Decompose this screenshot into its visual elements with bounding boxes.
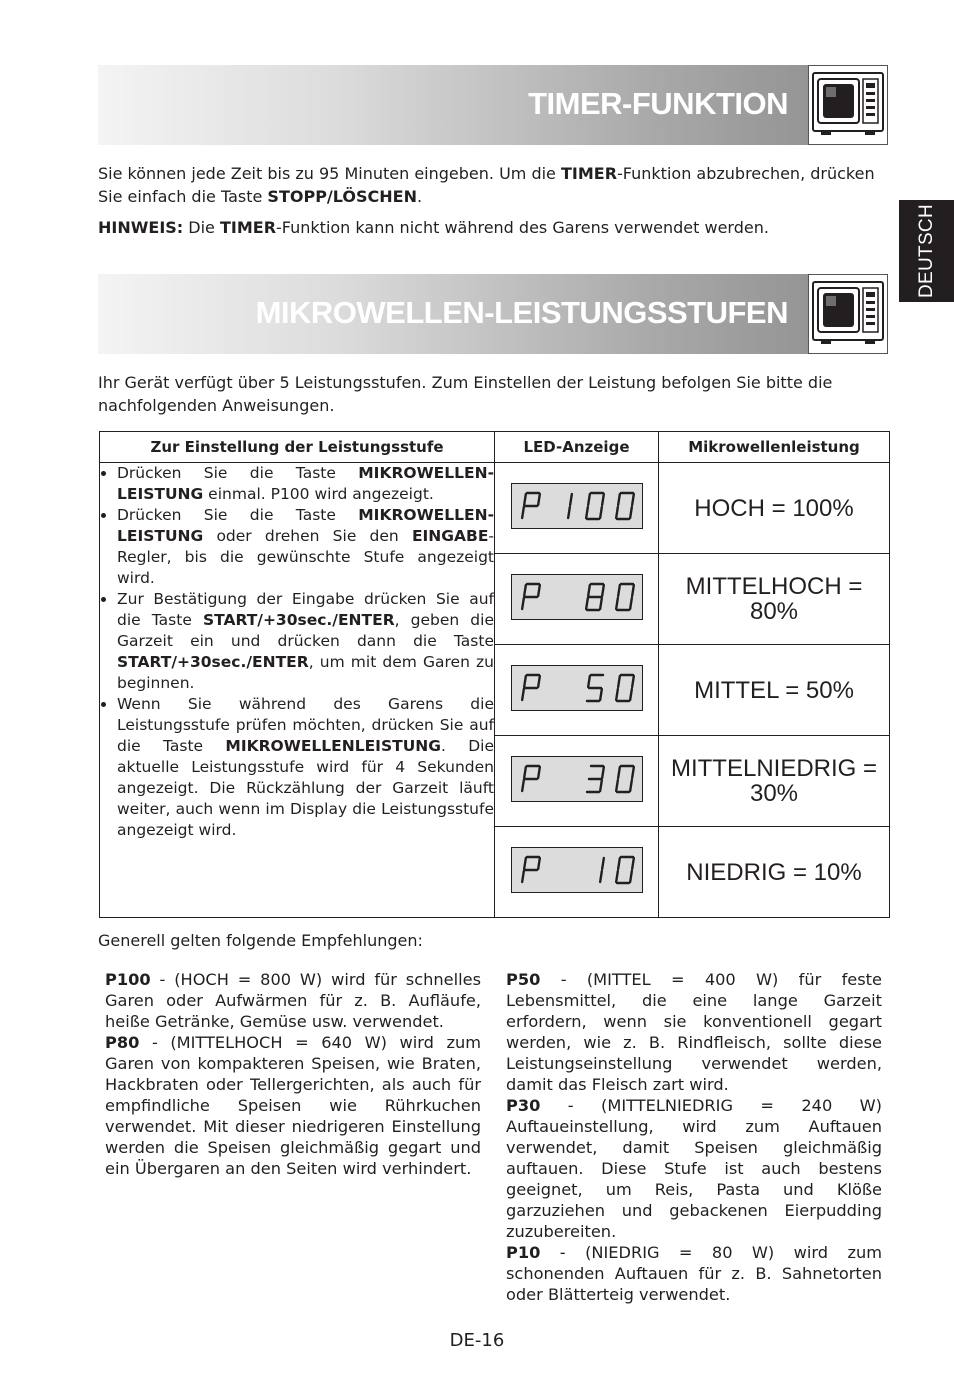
- led-cell: [495, 463, 659, 554]
- led-segment: [588, 676, 590, 687]
- led-segment: [630, 689, 632, 700]
- led-segment: [588, 585, 590, 596]
- led-segment: [522, 871, 524, 882]
- list-item: • Wenn Sie während des Garens die Leistungsstufe prüfen möchten, drücken Sie auf die Taste MIKROWELLENLEISTUNG. Die aktuelle Leistungsstufe wird für 4 Sekunden angezeigt. Die Rückzählung der Garzeit läuft weiter, auch wenn im Display die Leistungsstufe angezeigt wird.: [117, 694, 494, 841]
- timer-title: TIMER-FUNKTION: [528, 86, 788, 121]
- led-segment: [600, 598, 602, 609]
- language-tab: DEUTSCH: [899, 200, 954, 302]
- recommend-intro: Generell gelten folgende Empfehlungen:: [98, 931, 423, 950]
- power-level: MITTELHOCH = 80%: [659, 554, 890, 645]
- power-level: MITTEL = 50%: [659, 645, 890, 736]
- led-segment: [586, 507, 588, 518]
- led-segment: [616, 598, 618, 609]
- led-segment: [632, 494, 634, 505]
- led-segment: [630, 871, 632, 882]
- led-segment: [522, 598, 524, 609]
- led-segment: [600, 689, 602, 700]
- led-segment: [570, 494, 572, 505]
- timer-banner: [98, 65, 888, 145]
- led-segment: [568, 507, 570, 518]
- led-segment: [586, 598, 588, 609]
- timer-text: Sie können jede Zeit bis zu 95 Minuten eingeben. Um die TIMER-Funktion abzubrechen, drücken Sie einfach die Taste STOPP/LÖSCHEN.: [98, 164, 875, 206]
- led-segment: [602, 494, 604, 505]
- led-segment: [630, 507, 632, 518]
- led-segment: [522, 507, 524, 518]
- led-segment: [602, 585, 604, 596]
- instructions-cell: [100, 463, 495, 918]
- power-intro: Ihr Gerät verfügt über 5 Leistungsstufen. Zum Einstellen der Leistung befolgen Sie bitte die nachfolgenden Anweisungen.: [98, 373, 833, 415]
- led-segment: [600, 780, 602, 791]
- led-display: [511, 483, 643, 529]
- header-power: Mikrowellenleistung: [659, 432, 890, 463]
- led-segment: [616, 871, 618, 882]
- led-display: [511, 756, 643, 802]
- led-segment: [522, 689, 524, 700]
- list-item: • Drücken Sie die Taste MIKROWELLEN-LEISTUNG einmal. P100 wird angezeigt.: [117, 463, 494, 505]
- led-display: [511, 574, 643, 620]
- led-segment: [524, 585, 526, 596]
- led-segment: [538, 585, 540, 596]
- led-segment: [616, 780, 618, 791]
- power-title: MIKROWELLEN-LEISTUNGSSTUFEN: [255, 295, 788, 330]
- led-segment: [602, 858, 604, 869]
- recommend-left-column: [105, 969, 481, 1179]
- led-display: [511, 847, 643, 893]
- microwave-icon: [808, 274, 888, 354]
- led-segment: [524, 494, 526, 505]
- header-led: LED-Anzeige: [495, 432, 659, 463]
- led-display: [511, 665, 643, 711]
- header-instructions: Zur Einstellung der Leistungsstufe: [100, 432, 495, 463]
- power-level: MITTELNIEDRIG = 30%: [659, 736, 890, 827]
- led-segment: [600, 507, 602, 518]
- recommend-item: P80 - (MITTELHOCH = 640 W) wird zum Garen von kompakteren Speisen, wie Braten, Hackbraten oder Tellergerichten, als auch für empfindliche Speisen wie Rührkuchen verwendet. Mit dieser niedrigeren Einstellung werden die Speisen gleichmäßig gegart und ein Übergaren an den Seiten wird verhindert.: [105, 1033, 481, 1178]
- recommend-item: P30 - (MITTELNIEDRIG = 240 W) Auftaueinstellung, wird zum Auftauen verwendet, damit Speisen gleichmäßig auftauen. Diese Stufe ist auch bestens geeignet, um Reis, Pasta und Klöße garzuziehen und gebackenen Eierpudding zuzubereiten.: [506, 1096, 882, 1241]
- led-cell: [495, 554, 659, 645]
- led-segment: [588, 494, 590, 505]
- led-segment: [524, 676, 526, 687]
- led-cell: [495, 736, 659, 827]
- led-segment: [630, 598, 632, 609]
- led-segment: [524, 767, 526, 778]
- led-segment: [632, 676, 634, 687]
- led-segment: [618, 585, 620, 596]
- recommend-item: P50 - (MITTEL = 400 W) für feste Lebensmittel, die eine lange Garzeit erfordern, wenn sie konventionell gegart werden, wie z. B. Rindfleisch, sollte diese Leistungseinstellung verwendet werden, damit das Fleisch zart wird.: [506, 970, 882, 1094]
- led-segment: [538, 676, 540, 687]
- led-segment: [618, 676, 620, 687]
- led-segment: [538, 494, 540, 505]
- led-segment: [632, 585, 634, 596]
- led-cell: [495, 827, 659, 918]
- led-segment: [616, 507, 618, 518]
- led-segment: [632, 858, 634, 869]
- list-item: • Drücken Sie die Taste MIKROWELLEN-LEISTUNG oder drehen Sie den EINGABE-Regler, bis die gewünschte Stufe angezeigt wird.: [117, 505, 494, 589]
- led-segment: [618, 767, 620, 778]
- power-level: HOCH = 100%: [659, 463, 890, 554]
- recommend-right-column: [506, 969, 882, 1305]
- led-segment: [616, 689, 618, 700]
- led-segment: [600, 871, 602, 882]
- power-banner: [98, 274, 888, 354]
- led-segment: [522, 780, 524, 791]
- led-segment: [618, 858, 620, 869]
- page-number: DE-16: [449, 1330, 505, 1351]
- power-table: [99, 431, 890, 918]
- led-cell: [495, 645, 659, 736]
- led-segment: [618, 494, 620, 505]
- led-segment: [538, 767, 540, 778]
- led-segment: [538, 858, 540, 869]
- timer-note: HINWEIS: Die TIMER-Funktion kann nicht während des Garens verwendet werden.: [98, 218, 769, 237]
- power-level: NIEDRIG = 10%: [659, 827, 890, 918]
- list-item: • Zur Bestätigung der Eingabe drücken Sie auf die Taste START/+30sec./ENTER, geben die Garzeit ein und drücken dann die Taste START/+30sec./ENTER, um mit dem Garen zu beginnen.: [117, 589, 494, 694]
- led-segment: [632, 767, 634, 778]
- microwave-icon: [808, 65, 888, 145]
- recommend-item: P100 - (HOCH = 800 W) wird für schnelles Garen oder Aufwärmen für z. B. Aufläufe, heiße Getränke, Gemüse usw. verwendet.: [105, 970, 481, 1031]
- recommend-item: P10 - (NIEDRIG = 80 W) wird zum schonenden Auftauen für z. B. Sahnetorten oder Blätterteig verwendet.: [506, 1243, 882, 1304]
- led-segment: [630, 780, 632, 791]
- led-segment: [602, 767, 604, 778]
- led-segment: [524, 858, 526, 869]
